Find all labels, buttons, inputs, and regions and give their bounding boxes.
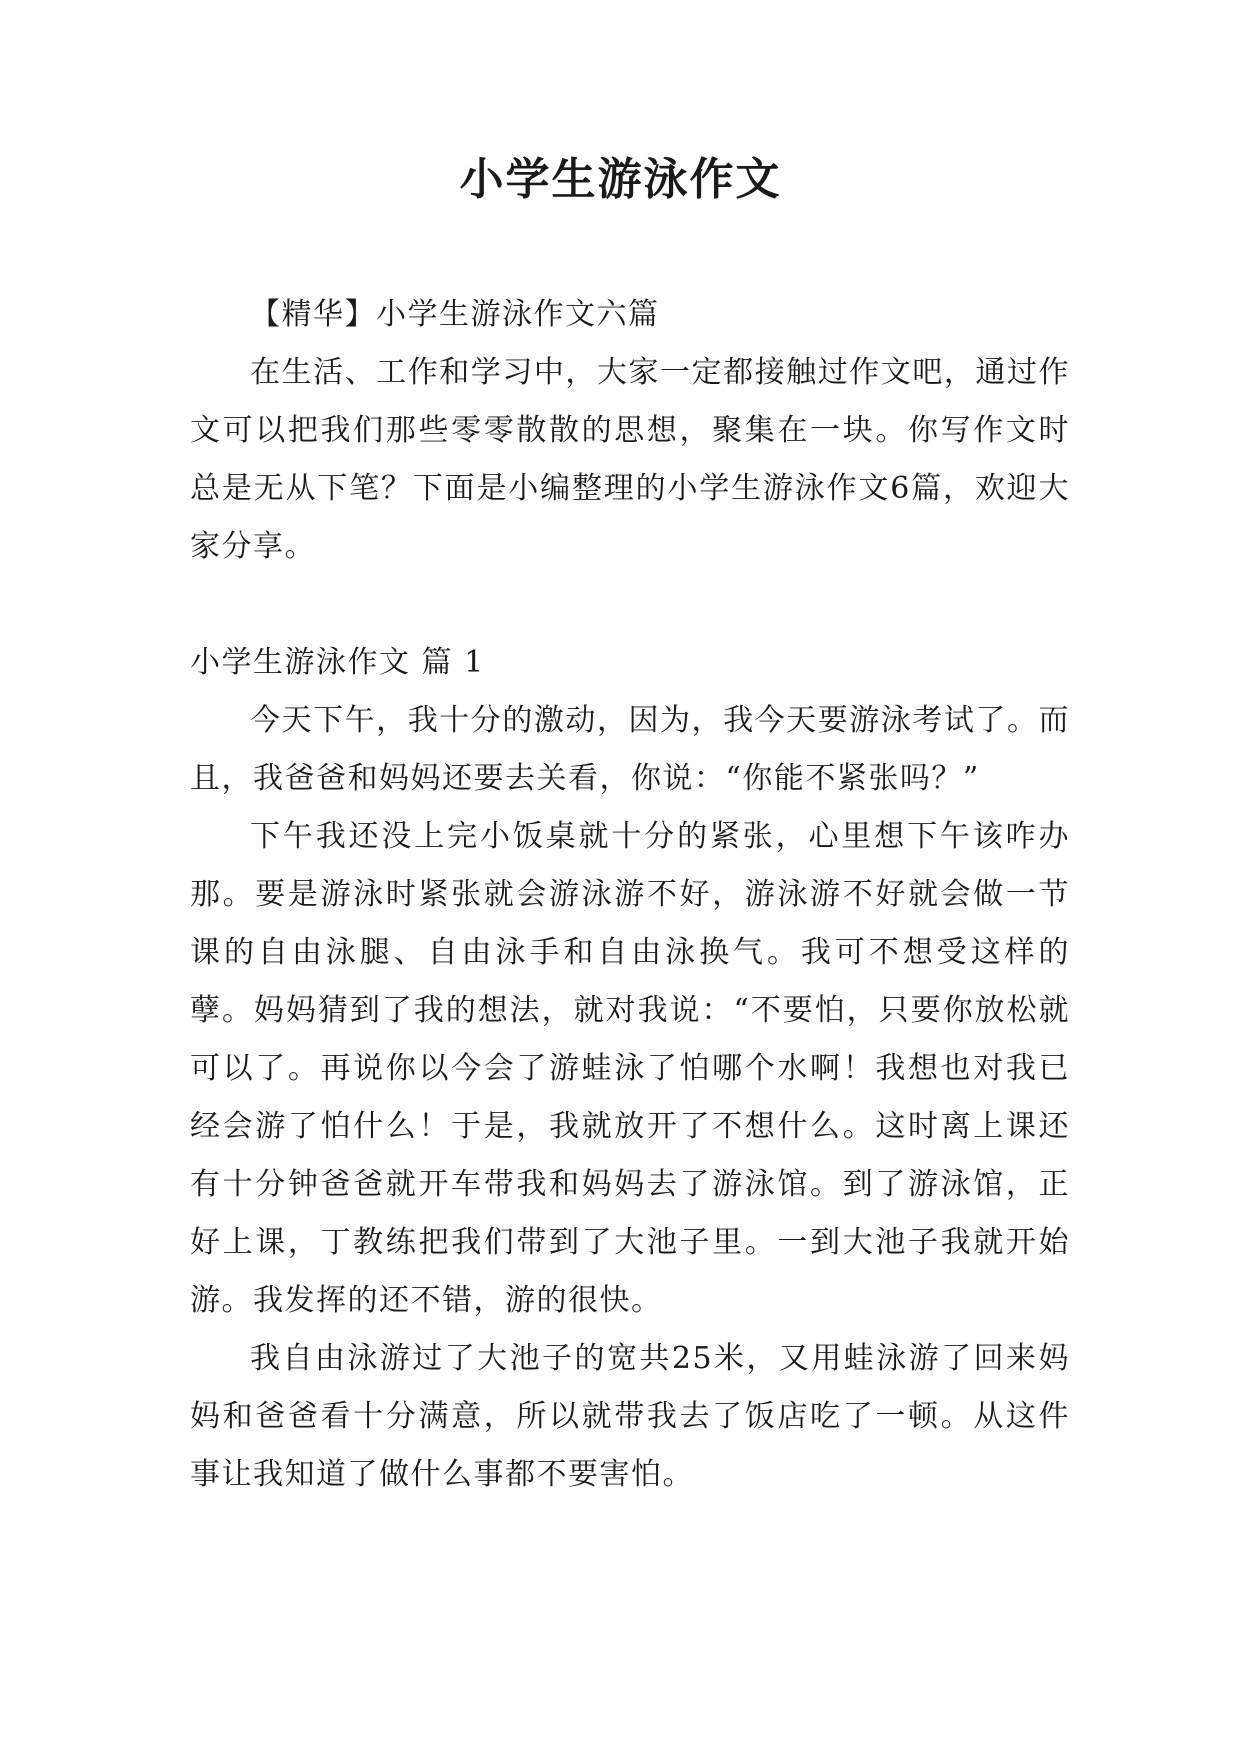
document-subtitle: 【精华】小学生游泳作文六篇 [250,297,660,332]
intro-paragraph: 在生活、工作和学习中，大家一定都接触过作文吧，通过作文可以把我们那些零零散散的思想，聚集在一块。你写作文时总是无从下笔？下面是小编整理的小学生游泳作文6篇，欢迎大家分享。 [190,355,1070,564]
body-paragraph: 今天下午，我十分的激动，因为，我今天要游泳考试了。而且，我爸爸和妈妈还要去关看，你说：“你能不紧张吗？” [190,703,1070,796]
body-paragraph: 我自由泳游过了大池子的宽共25米，又用蛙泳游了回来妈妈和爸爸看十分满意，所以就带我去了饭店吃了一顿。从这件事让我知道了做什么事都不要害怕。 [190,1341,1070,1492]
document-body [190,286,1070,1504]
section-heading: 小学生游泳作文 篇 1 [190,645,485,680]
page-title: 小学生游泳作文 [459,154,782,205]
body-paragraph: 下午我还没上完小饭桌就十分的紧张，心里想下午该咋办那。要是游泳时紧张就会游泳游不好，游泳游不好就会做一节课的自由泳腿、自由泳手和自由泳换气。我可不想受这样的孽。妈妈猜到了我的想法，就对我说：“不要怕，只要你放松就可以了。再说你以今会了游蛙泳了怕哪个水啊！我想也对我已经会游了怕什么！于是，我就放开了不想什么。这时离上课还有十分钟爸爸就开车带我和妈妈去了游泳馆。到了游泳馆，正好上课，丁教练把我们带到了大池子里。一到大池子我就开始游。我发挥的还不错，游的很快。 [190,819,1070,1318]
